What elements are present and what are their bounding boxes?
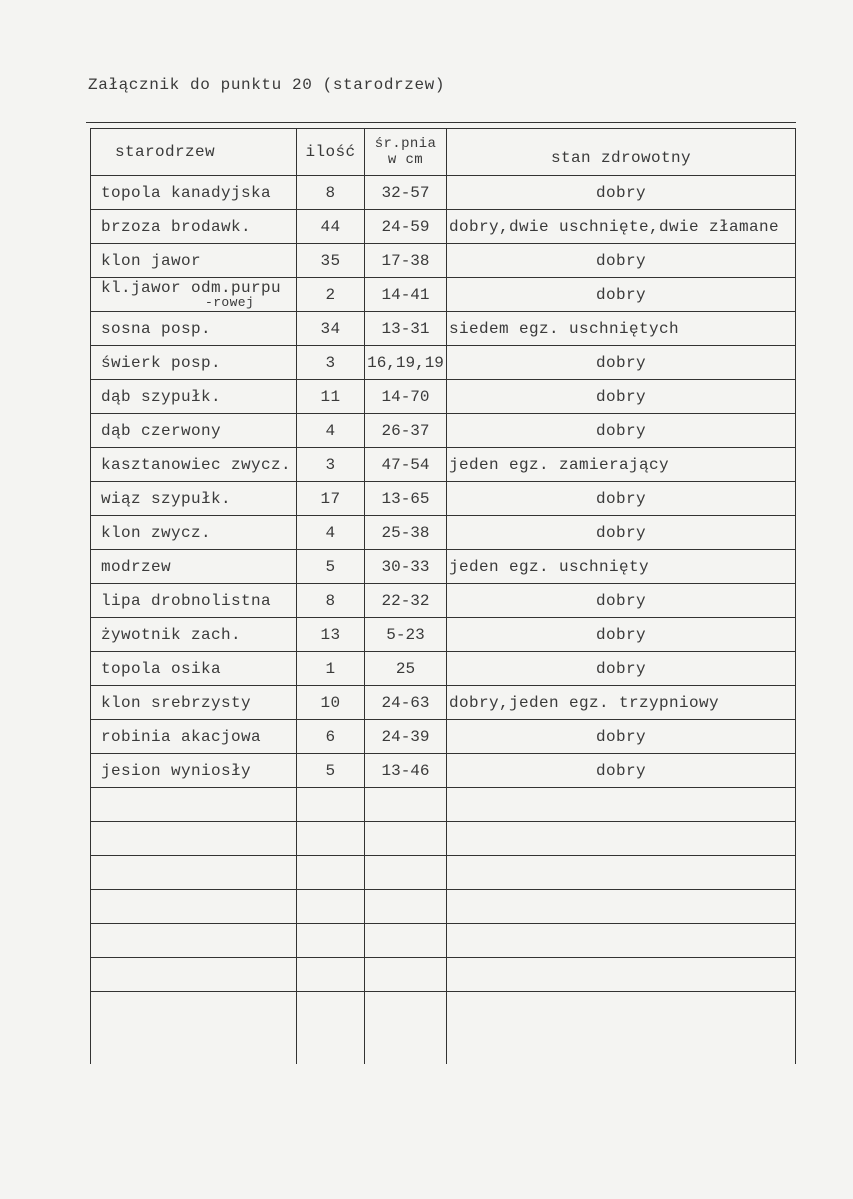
diameter-cell: 5-23	[365, 618, 447, 652]
species-name: wiąz szypułk.	[101, 489, 232, 508]
diameter-cell: 32-57	[365, 176, 447, 210]
species-cell	[91, 244, 297, 278]
empty-cell	[297, 788, 365, 822]
empty-cell	[297, 822, 365, 856]
count-cell: 17	[297, 482, 365, 516]
table-top-rule	[86, 122, 796, 123]
table-row	[91, 346, 796, 380]
species-cell	[91, 312, 297, 346]
empty-table-row	[91, 992, 796, 1065]
species-name: klon srebrzysty	[101, 693, 252, 712]
empty-cell	[447, 958, 796, 992]
empty-table-row	[91, 924, 796, 958]
species-name: klon zwycz.	[101, 523, 212, 542]
count-cell: 11	[297, 380, 365, 414]
count-cell: 8	[297, 584, 365, 618]
empty-cell	[297, 958, 365, 992]
diameter-cell: 13-65	[365, 482, 447, 516]
health-cell: dobry	[447, 516, 796, 550]
empty-table-row	[91, 822, 796, 856]
table-row	[91, 652, 796, 686]
count-cell: 4	[297, 516, 365, 550]
species-name: dąb czerwony	[101, 421, 222, 440]
species-cell	[91, 448, 297, 482]
count-cell: 3	[297, 448, 365, 482]
diameter-cell: 47-54	[365, 448, 447, 482]
empty-cell	[91, 822, 297, 856]
diameter-cell: 24-39	[365, 720, 447, 754]
diameter-cell: 22-32	[365, 584, 447, 618]
empty-cell	[91, 890, 297, 924]
table-row	[91, 210, 796, 244]
header-diameter	[365, 129, 447, 176]
empty-cell	[447, 822, 796, 856]
species-name: modrzew	[101, 557, 172, 576]
species-cell	[91, 618, 297, 652]
diameter-cell: 13-31	[365, 312, 447, 346]
empty-cell	[447, 992, 796, 1065]
health-cell: dobry,jeden egz. trzypniowy	[447, 686, 796, 720]
empty-cell	[447, 788, 796, 822]
species-name-continuation: -rowej	[205, 294, 255, 310]
species-cell	[91, 176, 297, 210]
diameter-cell: 16,19,19	[365, 346, 447, 380]
species-name: robinia akacjowa	[101, 727, 262, 746]
diameter-cell: 14-70	[365, 380, 447, 414]
health-cell: dobry	[447, 652, 796, 686]
health-cell: jeden egz. uschnięty	[447, 550, 796, 584]
diameter-cell: 13-46	[365, 754, 447, 788]
health-cell: dobry	[447, 754, 796, 788]
species-name: żywotnik zach.	[101, 625, 242, 644]
table-row	[91, 482, 796, 516]
count-cell: 5	[297, 550, 365, 584]
species-cell	[91, 584, 297, 618]
health-cell: dobry	[447, 482, 796, 516]
species-name: kasztanowiec zwycz.	[101, 455, 292, 474]
count-cell: 34	[297, 312, 365, 346]
species-name: brzoza brodawk.	[101, 217, 252, 236]
health-cell: dobry	[447, 346, 796, 380]
species-cell	[91, 414, 297, 448]
health-cell: dobry	[447, 414, 796, 448]
health-cell: dobry,dwie uschnięte,dwie złamane	[447, 210, 796, 244]
header-health: stan zdrowotny	[447, 129, 796, 176]
diameter-cell: 14-41	[365, 278, 447, 312]
count-cell: 6	[297, 720, 365, 754]
species-name: topola osika	[101, 659, 222, 678]
table-row	[91, 380, 796, 414]
empty-table-row	[91, 890, 796, 924]
species-name: lipa drobnolistna	[101, 591, 272, 610]
table-row	[91, 686, 796, 720]
empty-cell	[365, 890, 447, 924]
empty-cell	[447, 924, 796, 958]
count-cell: 1	[297, 652, 365, 686]
species-cell	[91, 652, 297, 686]
species-cell	[91, 686, 297, 720]
header-diameter-line2: w cm	[387, 152, 424, 168]
empty-cell	[297, 890, 365, 924]
species-cell	[91, 754, 297, 788]
health-cell: dobry	[447, 380, 796, 414]
table-row	[91, 414, 796, 448]
table-row	[91, 720, 796, 754]
empty-cell	[365, 992, 447, 1065]
count-cell: 8	[297, 176, 365, 210]
health-cell: dobry	[447, 278, 796, 312]
table-row	[91, 244, 796, 278]
empty-cell	[91, 992, 297, 1065]
species-name: kl.jawor odm.purpu	[101, 278, 282, 297]
health-cell: dobry	[447, 618, 796, 652]
header-species: starodrzew	[91, 129, 297, 176]
empty-cell	[91, 856, 297, 890]
diameter-cell: 24-63	[365, 686, 447, 720]
table-row	[91, 176, 796, 210]
species-name: dąb szypułk.	[101, 387, 222, 406]
empty-cell	[365, 958, 447, 992]
count-cell: 13	[297, 618, 365, 652]
health-cell: dobry	[447, 244, 796, 278]
species-cell	[91, 380, 297, 414]
document-title: Załącznik do punktu 20 (starodrzew)	[88, 76, 446, 94]
species-cell	[91, 550, 297, 584]
empty-cell	[91, 788, 297, 822]
species-name: klon jawor	[101, 251, 202, 270]
empty-cell	[365, 924, 447, 958]
species-cell	[91, 278, 297, 312]
empty-cell	[447, 856, 796, 890]
health-cell: dobry	[447, 584, 796, 618]
table-header-row	[91, 129, 796, 176]
count-cell: 4	[297, 414, 365, 448]
empty-cell	[91, 958, 297, 992]
species-name: sosna posp.	[101, 319, 212, 338]
table-row	[91, 550, 796, 584]
empty-cell	[365, 822, 447, 856]
health-cell: dobry	[447, 176, 796, 210]
table-row	[91, 278, 796, 312]
species-cell	[91, 720, 297, 754]
diameter-cell: 17-38	[365, 244, 447, 278]
empty-cell	[297, 856, 365, 890]
header-diameter-line1: śr.pnia	[374, 136, 437, 152]
count-cell: 10	[297, 686, 365, 720]
trees-table	[90, 128, 796, 1064]
diameter-cell: 24-59	[365, 210, 447, 244]
empty-cell	[365, 788, 447, 822]
table-row	[91, 584, 796, 618]
count-cell: 35	[297, 244, 365, 278]
count-cell: 2	[297, 278, 365, 312]
empty-cell	[297, 992, 365, 1065]
species-name: świerk posp.	[101, 353, 222, 372]
health-cell: jeden egz. zamierający	[447, 448, 796, 482]
diameter-cell: 30-33	[365, 550, 447, 584]
table-row	[91, 754, 796, 788]
count-cell: 5	[297, 754, 365, 788]
empty-table-row	[91, 958, 796, 992]
species-cell	[91, 346, 297, 380]
count-cell: 44	[297, 210, 365, 244]
table-row	[91, 312, 796, 346]
health-cell: dobry	[447, 720, 796, 754]
table-row	[91, 516, 796, 550]
species-name: topola kanadyjska	[101, 183, 272, 202]
empty-cell	[91, 924, 297, 958]
empty-cell	[365, 856, 447, 890]
table-row	[91, 448, 796, 482]
health-cell: siedem egz. uschniętych	[447, 312, 796, 346]
species-cell	[91, 482, 297, 516]
empty-table-row	[91, 856, 796, 890]
empty-cell	[447, 890, 796, 924]
species-cell	[91, 516, 297, 550]
species-name: jesion wyniosły	[101, 761, 252, 780]
empty-cell	[297, 924, 365, 958]
empty-table-row	[91, 788, 796, 822]
diameter-cell: 25-38	[365, 516, 447, 550]
table-row	[91, 618, 796, 652]
count-cell: 3	[297, 346, 365, 380]
species-cell	[91, 210, 297, 244]
diameter-cell: 25	[365, 652, 447, 686]
diameter-cell: 26-37	[365, 414, 447, 448]
header-count: ilość	[297, 129, 365, 176]
